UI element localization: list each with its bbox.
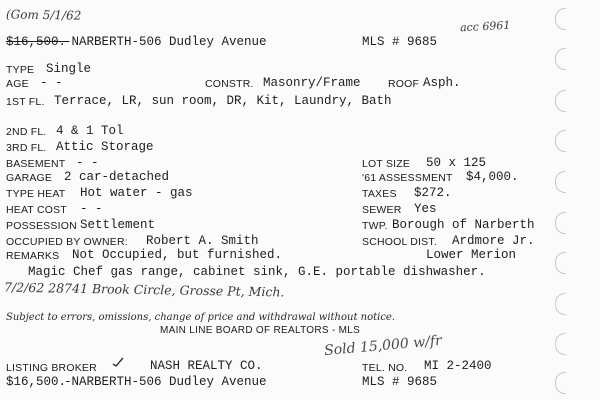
binder-hole bbox=[555, 293, 566, 315]
first-floor-label: 1ST FL. bbox=[6, 96, 45, 108]
type-value: Single bbox=[46, 62, 92, 76]
township-value: Borough of Narberth bbox=[392, 218, 535, 232]
possession-label: POSSESSION bbox=[6, 220, 77, 232]
board-name: MAIN LINE BOARD OF REALTORS - MLS bbox=[160, 325, 361, 336]
school-district-continued: Lower Merion bbox=[426, 248, 517, 262]
constr-value: Masonry/Frame bbox=[263, 76, 361, 90]
footer-location: -NARBERTH-506 Dudley Avenue bbox=[64, 375, 267, 389]
constr-label: CONSTR. bbox=[205, 78, 254, 90]
binder-hole bbox=[555, 212, 566, 234]
third-floor-value: Attic Storage bbox=[56, 140, 154, 154]
occupied-label: OCCUPIED BY OWNER: bbox=[6, 236, 128, 248]
age-value: - - bbox=[40, 76, 63, 90]
header-mls: MLS # 9685 bbox=[362, 35, 438, 49]
listing-broker-value: NASH REALTY CO. bbox=[150, 359, 263, 373]
garage-label: GARAGE bbox=[6, 172, 53, 184]
heat-cost-label: HEAT COST bbox=[6, 204, 67, 216]
taxes-value: $272. bbox=[414, 186, 452, 200]
sewer-value: Yes bbox=[414, 202, 437, 216]
telephone-value: MI 2-2400 bbox=[424, 359, 492, 373]
school-district-label: SCHOOL DIST. bbox=[362, 236, 437, 248]
roof-value: Asph. bbox=[423, 76, 461, 90]
telephone-label: TEL. NO. bbox=[362, 362, 408, 374]
township-label: TWP. bbox=[362, 220, 388, 232]
disclaimer-text: Subject to errors, omissions, change of price and withdrawal without notice. bbox=[6, 312, 396, 323]
second-floor-value: 4 & 1 Tol bbox=[56, 124, 124, 138]
header-price: $16,500. bbox=[6, 35, 67, 49]
age-label: AGE bbox=[6, 78, 29, 90]
binder-hole bbox=[555, 90, 566, 112]
heat-cost-value: - - bbox=[80, 202, 103, 216]
garage-value: 2 car-detached bbox=[64, 170, 170, 184]
binder-hole bbox=[555, 130, 566, 152]
sewer-label: SEWER bbox=[362, 204, 402, 216]
checkmark-icon bbox=[112, 357, 124, 367]
handwritten-account-note: acc 6961 bbox=[459, 18, 511, 35]
binder-hole bbox=[555, 372, 566, 394]
binder-hole bbox=[555, 252, 566, 274]
assessment-label: '61 ASSESSMENT bbox=[362, 172, 453, 184]
taxes-label: TAXES bbox=[362, 188, 397, 200]
binder-hole bbox=[555, 48, 566, 70]
listing-broker-label: LISTING BROKER bbox=[6, 362, 97, 374]
occupied-value: Robert A. Smith bbox=[146, 234, 259, 248]
lot-size-label: LOT SIZE bbox=[362, 158, 411, 170]
handwritten-top-left-note: (Gom 5/1/62 bbox=[5, 7, 82, 23]
remarks-label: REMARKS bbox=[6, 250, 60, 262]
type-label: TYPE bbox=[6, 64, 35, 76]
assessment-value: $4,000. bbox=[466, 170, 519, 184]
remarks-continued: Magic Chef gas range, cabinet sink, G.E. portable dishwasher. bbox=[28, 265, 486, 279]
basement-value: - - bbox=[76, 156, 99, 170]
school-district-value: Ardmore Jr. bbox=[452, 234, 535, 248]
second-floor-label: 2ND FL. bbox=[6, 126, 47, 138]
footer-price: $16,500. bbox=[6, 375, 67, 389]
basement-label: BASEMENT bbox=[6, 158, 66, 170]
possession-value: Settlement bbox=[80, 218, 156, 232]
handwritten-sold-note: Sold 15,000 w/fr bbox=[323, 332, 443, 360]
handwritten-address-note: 7/2/62 28741 Brook Circle, Grosse Pt, Mich. bbox=[3, 279, 285, 300]
type-heat-label: TYPE HEAT bbox=[6, 188, 66, 200]
binder-hole bbox=[555, 171, 566, 193]
roof-label: ROOF bbox=[388, 78, 420, 90]
remarks-value: Not Occupied, but furnished. bbox=[72, 248, 283, 262]
binder-hole bbox=[555, 333, 566, 355]
header-location: -NARBERTH-506 Dudley Avenue bbox=[64, 35, 267, 49]
third-floor-label: 3RD FL. bbox=[6, 142, 47, 154]
footer-mls: MLS # 9685 bbox=[362, 375, 438, 389]
first-floor-value: Terrace, LR, sun room, DR, Kit, Laundry, Bath bbox=[54, 94, 392, 108]
lot-size-value: 50 x 125 bbox=[426, 156, 487, 170]
binder-hole bbox=[555, 8, 566, 30]
type-heat-value: Hot water - gas bbox=[80, 186, 193, 200]
